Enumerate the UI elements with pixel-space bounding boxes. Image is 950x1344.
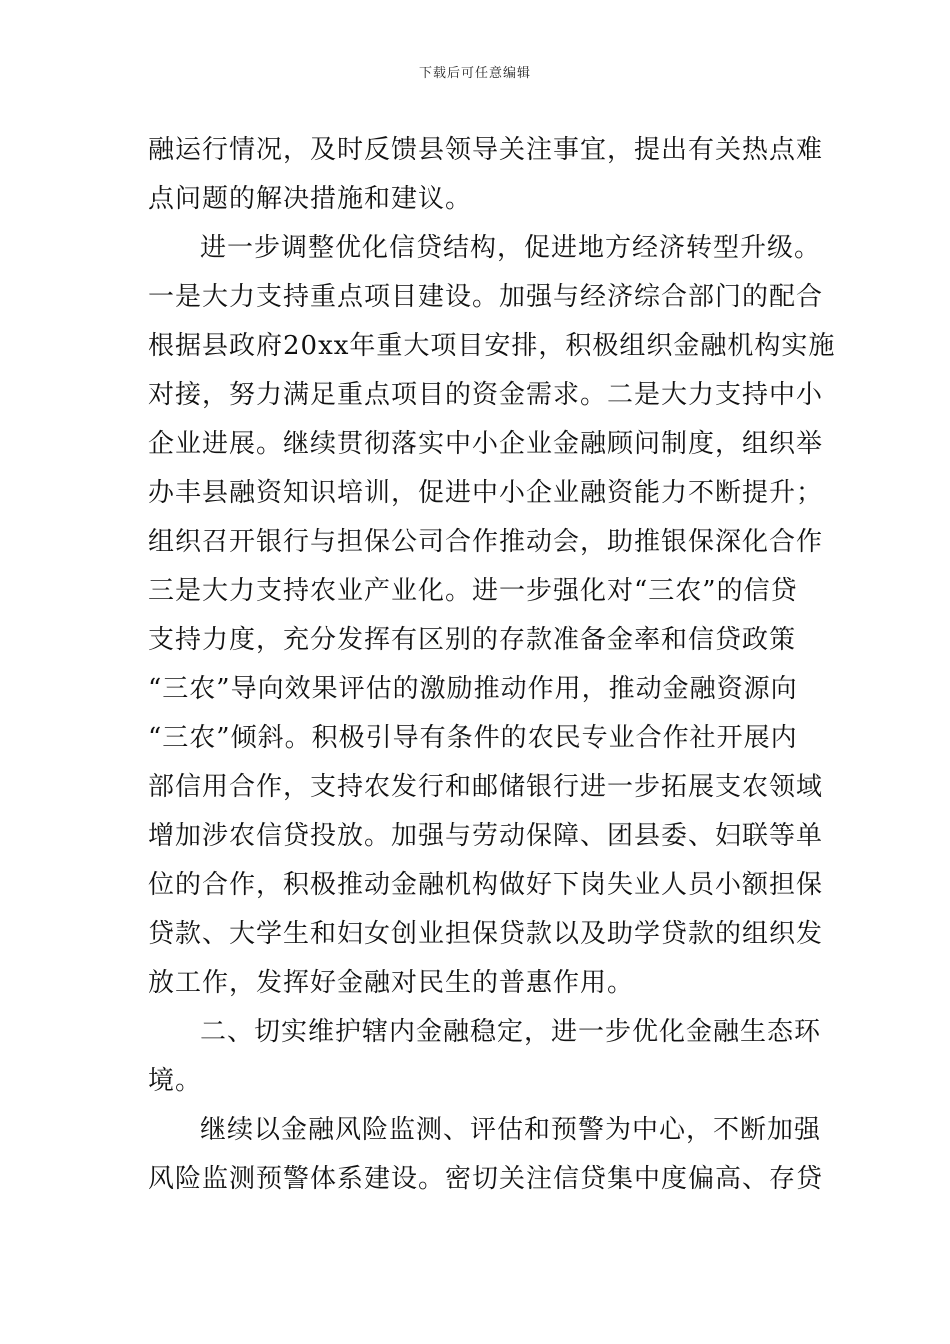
- text-line: 组织召开银行与担保公司合作推动会，助推银保深化合作: [148, 527, 824, 557]
- text-line: 三是大力支持农业产业化。进一步强化对“三农”的信贷: [148, 576, 798, 606]
- text-line: 办丰县融资知识培训，促进中小企业融资能力不断提升；: [148, 478, 824, 508]
- document-body: [148, 126, 836, 1204]
- text-line: “三农”导向效果评估的激励推动作用，推动金融资源向: [148, 674, 798, 704]
- text-line: 对接，努力满足重点项目的资金需求。二是大力支持中小: [148, 380, 824, 410]
- paragraph-start-line: 继续以金融风险监测、评估和预警为中心，不断加强: [200, 1115, 822, 1145]
- text-line: 风险监测预警体系建设。密切关注信贷集中度偏高、存贷: [148, 1164, 824, 1194]
- text-line: 企业进展。继续贯彻落实中小企业金融顾问制度，组织举: [148, 429, 824, 459]
- text-line: 增加涉农信贷投放。加强与劳动保障、团县委、妇联等单: [148, 821, 824, 851]
- text-line: 一是大力支持重点项目建设。加强与经济综合部门的配合: [148, 282, 824, 312]
- text-line: 放工作，发挥好金融对民生的普惠作用。: [148, 968, 635, 998]
- text-line: 融运行情况，及时反馈县领导关注事宜，提出有关热点难: [148, 135, 824, 165]
- paragraph-start-line: 进一步调整优化信贷结构，促进地方经济转型升级。: [200, 233, 822, 263]
- text-line: 点问题的解决措施和建议。: [148, 184, 473, 214]
- text-line: 部信用合作，支持农发行和邮储银行进一步拓展支农领域: [148, 772, 824, 802]
- text-line: “三农”倾斜。积极引导有条件的农民专业合作社开展内: [148, 723, 798, 753]
- text-line: 根据县政府20xx年重大项目安排，积极组织金融机构实施: [148, 331, 836, 361]
- header-note: 下载后可任意编辑: [418, 66, 531, 81]
- text-line: 贷款、大学生和妇女创业担保贷款以及助学贷款的组织发: [148, 919, 824, 949]
- paragraph-start-line: 二、切实维护辖内金融稳定，进一步优化金融生态环: [200, 1017, 822, 1047]
- text-line: 支持力度，充分发挥有区别的存款准备金率和信贷政策: [148, 625, 797, 655]
- text-line: 境。: [148, 1066, 203, 1096]
- text-line: 位的合作，积极推动金融机构做好下岗失业人员小额担保: [148, 870, 824, 900]
